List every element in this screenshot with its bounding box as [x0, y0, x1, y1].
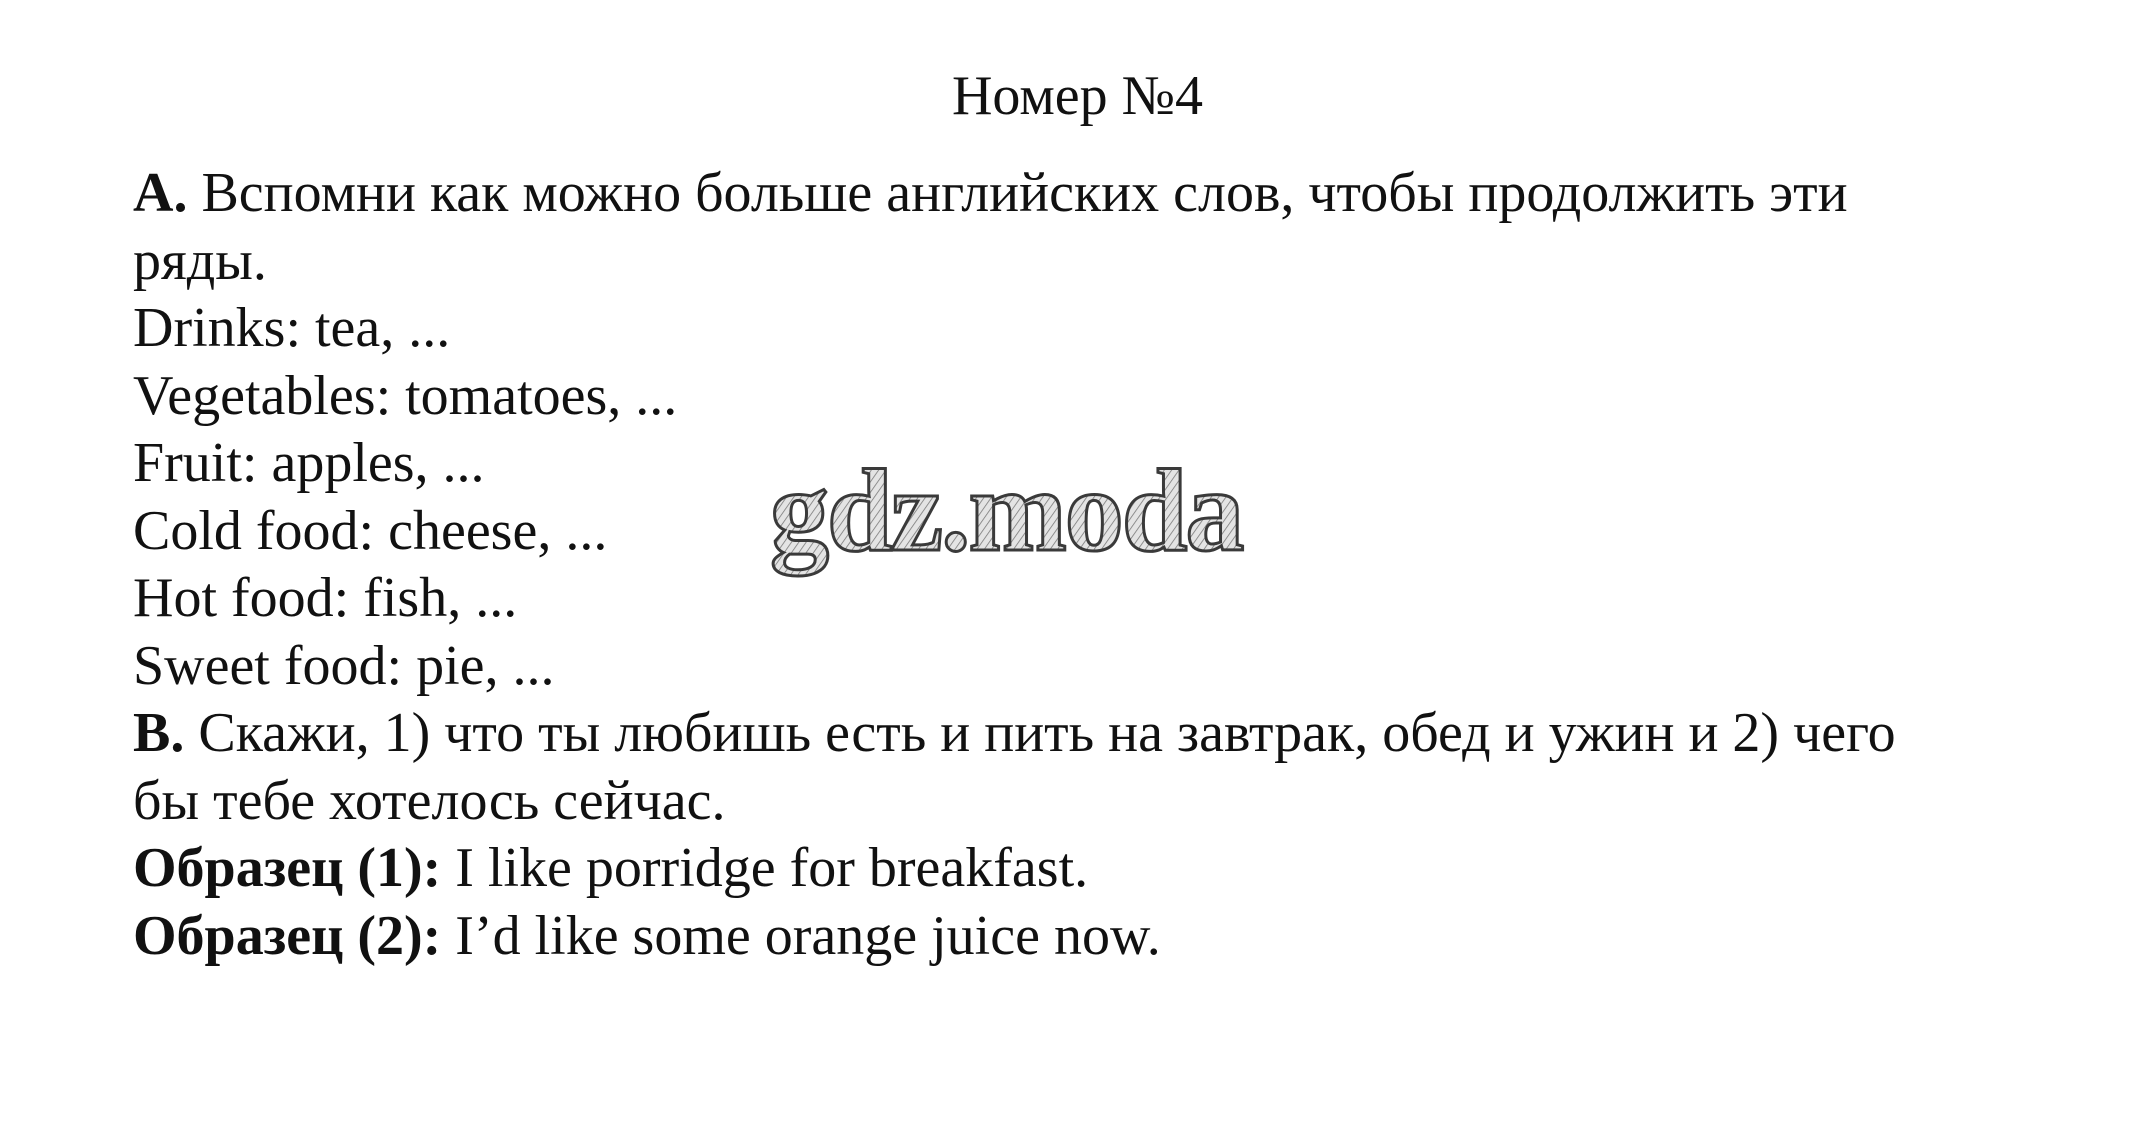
section-a-line-2: ряды. [133, 229, 267, 292]
page-title: Номер №4 [951, 65, 1204, 127]
list-item-drinks: Drinks: tea, ... [133, 297, 451, 359]
list-item-vegetables: Vegetables: tomatoes, ... [133, 364, 678, 427]
list-item-sweet-food: Sweet food: pie, ... [133, 634, 555, 697]
example-2-text: I’d like some orange juice now. [441, 904, 1161, 967]
list-item-hot-food: Hot food: fish, ... [133, 567, 518, 629]
example-1-text: I like porridge for breakfast. [441, 837, 1089, 899]
example-1 [133, 835, 2053, 903]
section-a-text-1: Вспомни как можно больше английских слов, чтобы продолжить эти [187, 162, 1848, 224]
watermark-logo [760, 440, 1380, 600]
section-b-line-2: бы тебе хотелось сейчас. [133, 769, 726, 832]
section-b-text-1: Скажи, 1) что ты любишь есть и пить на завтрак, обед и ужин и 2) чего [184, 702, 1896, 764]
section-b-label: В. [133, 702, 185, 764]
section-a-label: А. [133, 162, 188, 224]
section-a-line-1 [133, 160, 2053, 228]
example-2 [133, 903, 2053, 971]
list-item-fruit: Fruit: apples, ... [133, 432, 485, 494]
example-1-label: Образец (1): [133, 837, 442, 899]
example-2-label: Образец (2): [133, 904, 442, 967]
list-item-cold-food: Cold food: cheese, ... [133, 499, 608, 562]
section-b-line-1 [133, 700, 2053, 768]
watermark-text: gdz.moda [770, 445, 1243, 576]
